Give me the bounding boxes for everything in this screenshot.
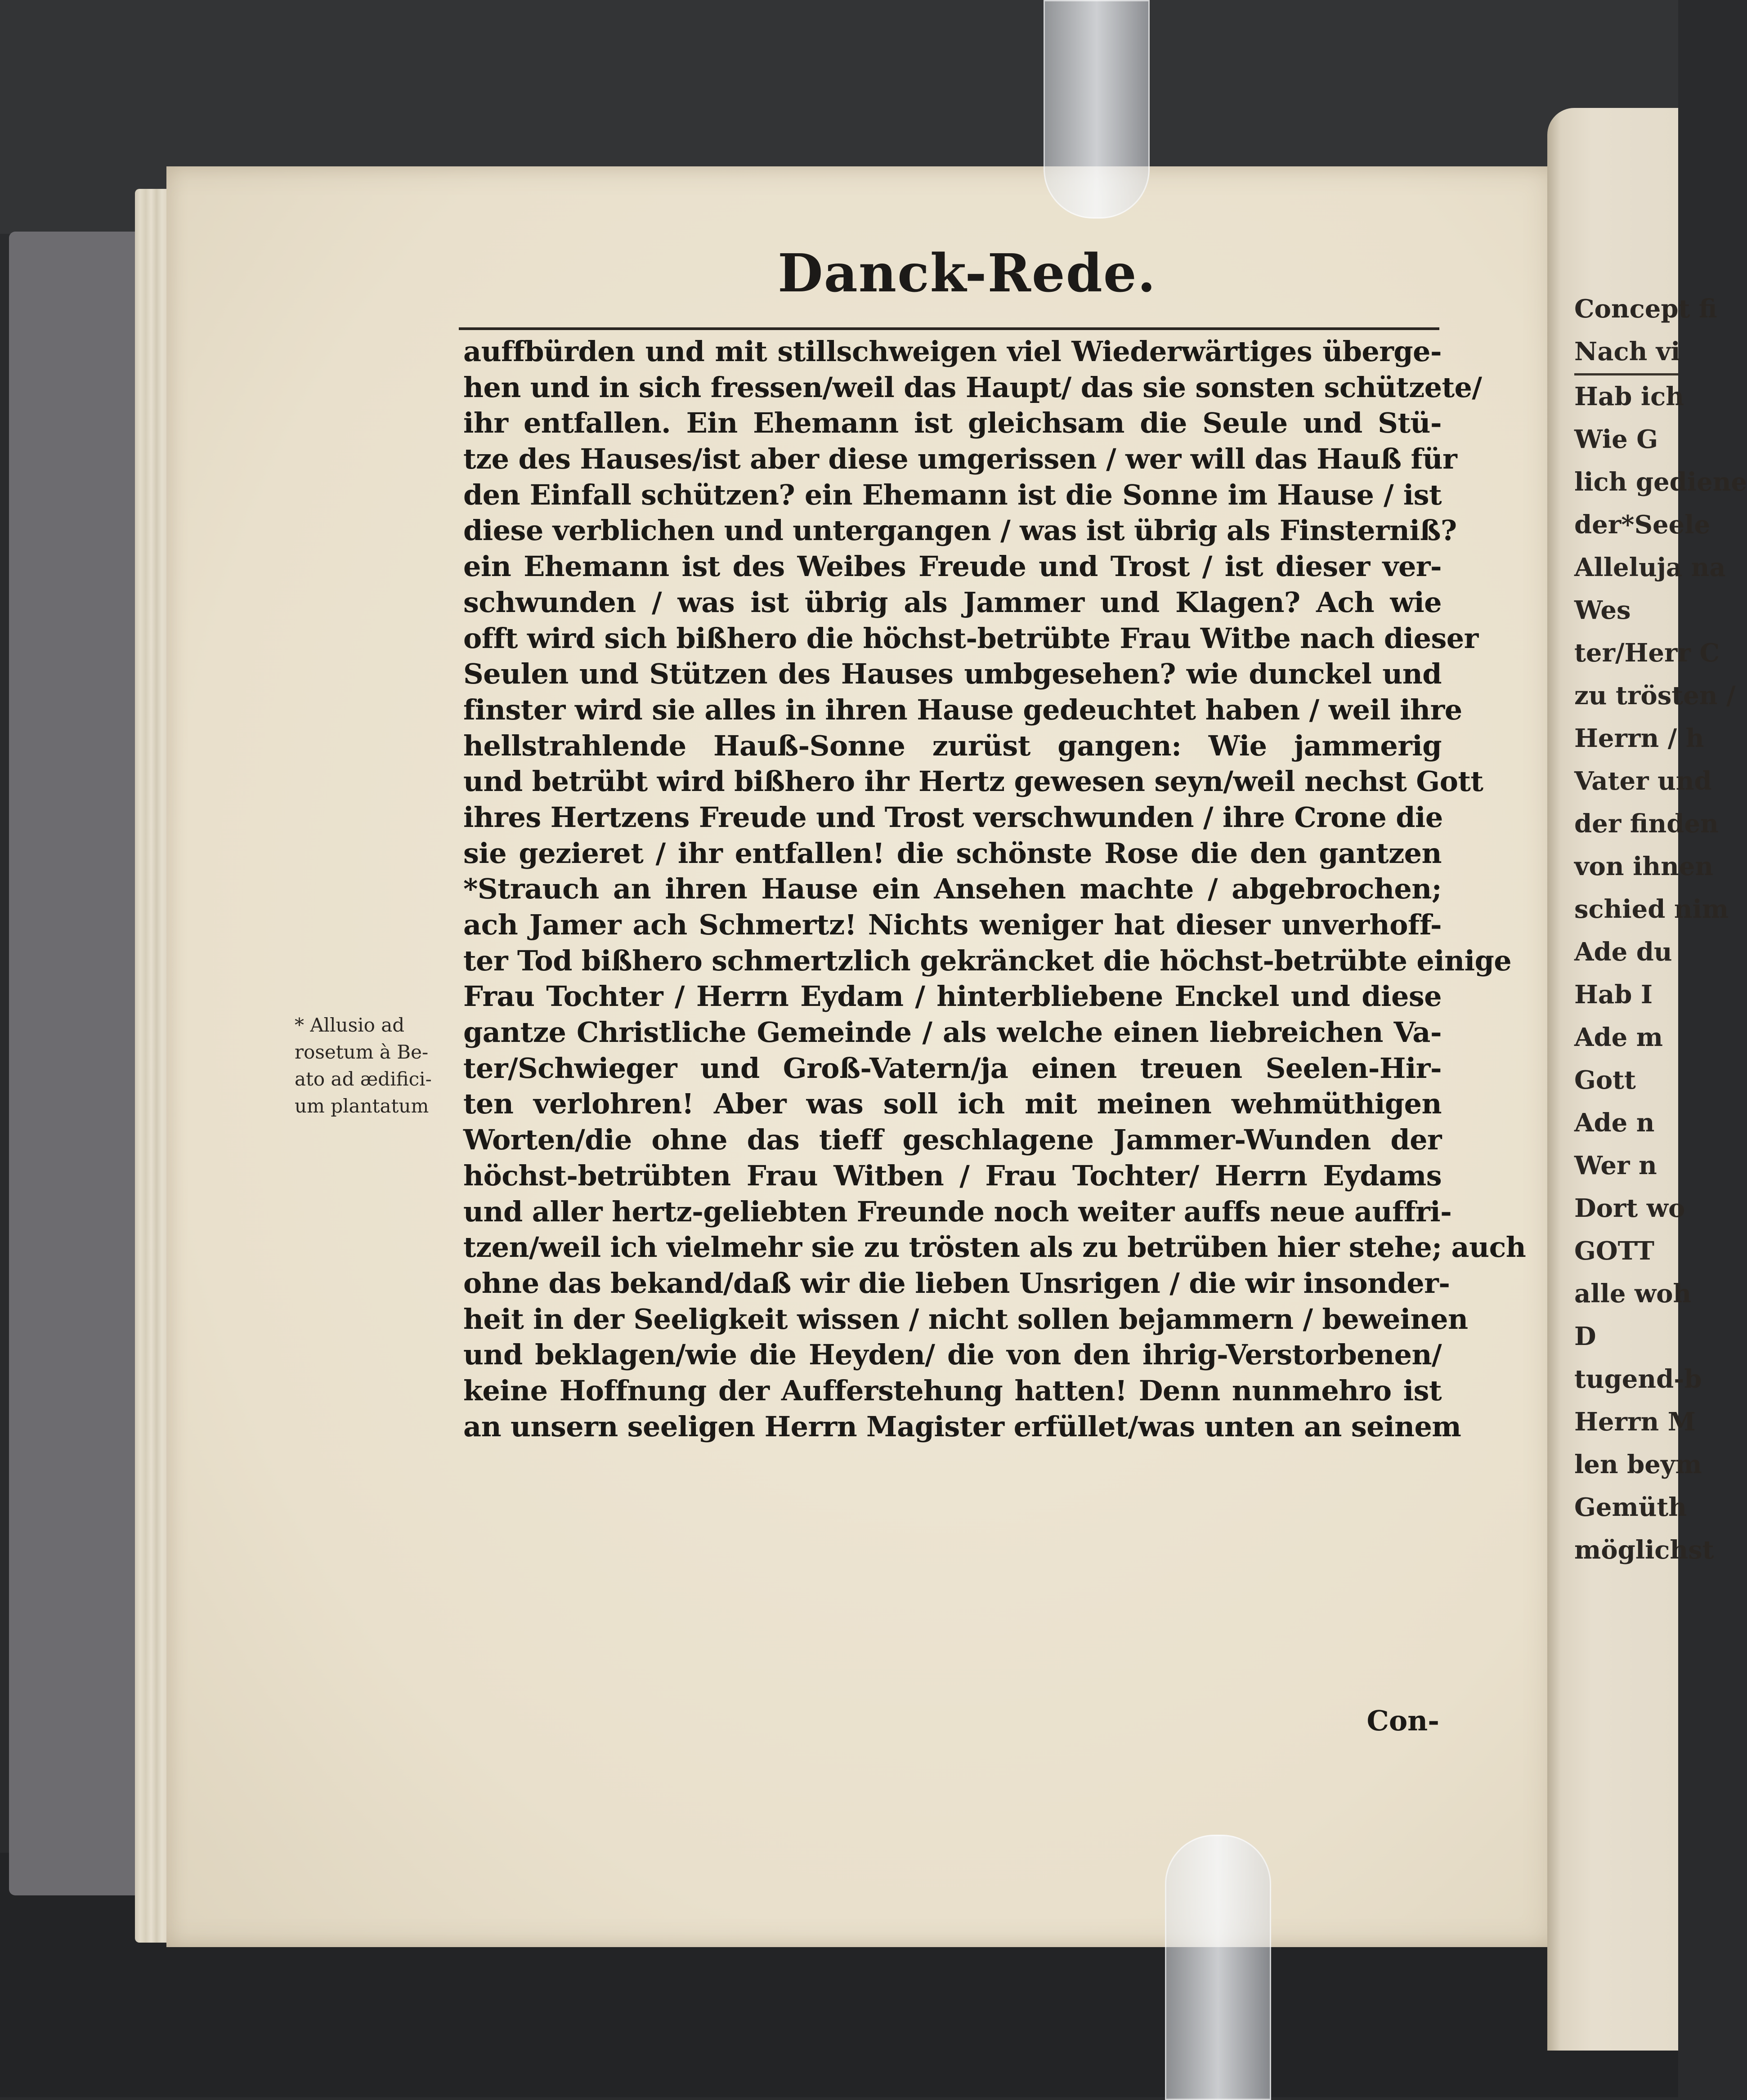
text-line: tze des Hauses/ist aber diese umgerissen / wer will das Hauß für [463, 442, 1457, 476]
text-line: höchst-betrübten Frau Witben / Frau Tochter/ Herrn Eydams [463, 1159, 1442, 1192]
facing-page-line: len beym [1574, 1450, 1702, 1479]
text-line: und aller hertz-geliebten Freunde noch weiter auffs neue auffri- [463, 1195, 1452, 1228]
text-line: diese verblichen und untergangen / was ist übrig als Finsterniß? [463, 514, 1457, 547]
text-line: gantze Christliche Gemeinde / als welche einen liebreichen Va- [463, 1016, 1442, 1049]
facing-page-line: von ihnen [1574, 852, 1714, 881]
text-line: ten verlohren! Aber was soll ich mit meinen wehmüthigen [463, 1087, 1442, 1121]
facing-page-line: Alleluja na [1574, 553, 1726, 582]
text-line: hen und in sich fressen/weil das Haupt/ das sie sonsten schützete/ [463, 371, 1482, 404]
text-line: tzen/weil ich vielmehr sie zu trösten als zu betrüben hier stehe; auch [463, 1231, 1526, 1264]
marginal-note-line: rosetum à Be- [295, 1041, 429, 1063]
facing-page-line: Gott [1574, 1065, 1636, 1095]
facing-page-line: Ade m [1574, 1023, 1663, 1052]
page-header-title: Danck-Rede. [777, 243, 1157, 304]
facing-page-line: Ade n [1574, 1108, 1655, 1138]
facing-page-line: Wie G [1574, 424, 1658, 454]
facing-page-line: Wer n [1574, 1151, 1657, 1180]
facing-page-line: ter/Herr C [1574, 638, 1720, 668]
marginal-note-line: * Allusio ad [295, 1014, 405, 1036]
text-line: Worten/die ohne das tieff geschlagene Jammer-Wunden der [463, 1123, 1442, 1157]
facing-page-line: alle woh [1574, 1279, 1692, 1309]
text-line: hellstrahlende Hauß-Sonne zurüst gangen: Wie jammerig [463, 729, 1442, 762]
text-line: auffbürden und mit stillschweigen viel Wiederwärtiges überge- [463, 335, 1442, 368]
facing-page-line: Vater und [1574, 766, 1712, 796]
text-line: heit in der Seeligkeit wissen / nicht sollen bejammern / beweinen [463, 1302, 1468, 1336]
facing-page-line: GOTT [1574, 1236, 1654, 1266]
facing-page-line: tugend-b [1574, 1364, 1702, 1394]
facing-page-line: lich gediene [1574, 467, 1747, 497]
text-line: ohne das bekand/daß wir die lieben Unsrigen / die wir insonder- [463, 1266, 1450, 1300]
facing-page-line: schied nim [1574, 894, 1729, 924]
facing-page-line: Gemüth [1574, 1492, 1687, 1522]
facing-page-line: zu trösten / [1574, 681, 1736, 710]
facing-page-line: Wes [1574, 595, 1631, 625]
text-line: und beklagen/wie die Heyden/ die von den ihrig-Verstorbenen/ [463, 1338, 1442, 1372]
text-line: und betrübt wird bißhero ihr Hertz gewesen seyn/weil nechst Gott [463, 765, 1483, 798]
facing-page-line: möglichst [1574, 1535, 1714, 1565]
facing-page-line: der finden [1574, 809, 1719, 839]
facing-page-line: Herrn / h [1574, 724, 1704, 753]
text-line: ter/Schwieger und Groß-Vatern/ja einen treuen Seelen-Hir- [463, 1051, 1442, 1085]
text-line: Frau Tochter / Herrn Eydam / hinterbliebene Enckel und diese [463, 980, 1442, 1013]
facing-page-line: Hab ich [1574, 373, 1678, 418]
marginal-note [295, 1012, 466, 1120]
facing-page-line: Ade du [1574, 937, 1672, 967]
text-line: ihres Hertzens Freude und Trost verschwunden / ihre Crone die [463, 800, 1443, 834]
text-line: den Einfall schützen? ein Ehemann ist die Sonne im Hause / ist [463, 478, 1442, 511]
text-line: an unsern seeligen Herrn Magister erfüllet/was unten an seinem [463, 1410, 1461, 1443]
text-line: keine Hoffnung der Aufferstehung hatten! Denn nunmehro ist [463, 1374, 1442, 1407]
text-line: ach Jamer ach Schmertz! Nichts weniger hat dieser unverhoff- [463, 908, 1442, 941]
marginal-note-line: um plantatum [295, 1095, 429, 1117]
text-line: sie gezieret / ihr entfallen! die schönste Rose die den gantzen [463, 836, 1442, 870]
text-line: Seulen und Stützen des Hauses umbgesehen? wie dunckel und [463, 657, 1442, 691]
facing-page-line: D [1574, 1322, 1596, 1351]
facing-page-line: Herrn M [1574, 1407, 1696, 1437]
marginal-note-line: ato ad ædifici- [295, 1068, 432, 1090]
facing-page-text [1574, 288, 1747, 1817]
facing-page-line: der*Seele [1574, 510, 1711, 540]
book-clip-bottom [1165, 1835, 1271, 2100]
book-clip-top [1044, 0, 1150, 219]
facing-page-line: Hab I [1574, 980, 1653, 1010]
text-line: ein Ehemann ist des Weibes Freude und Trost / ist dieser ver- [463, 550, 1442, 583]
facing-page-line: Dort wo [1574, 1193, 1685, 1223]
facing-page-line: Nach vi [1574, 337, 1680, 366]
header-rule [459, 327, 1439, 330]
facing-page-line: Concept fi [1574, 294, 1717, 324]
text-line: ter Tod bißhero schmertzlich gekräncket die höchst-betrübte einige [463, 944, 1512, 977]
text-line: schwunden / was ist übrig als Jammer und Klagen? Ach wie [463, 585, 1442, 619]
body-text [463, 334, 1526, 1444]
text-line: finster wird sie alles in ihren Hause gedeuchtet haben / weil ihre [463, 693, 1462, 726]
catchword: Con- [1366, 1704, 1439, 1737]
text-line: *Strauch an ihren Hause ein Ansehen machte / abgebrochen; [463, 872, 1442, 906]
text-line: offt wird sich bißhero die höchst-betrübte Frau Witbe nach dieser [463, 621, 1478, 655]
text-line: ihr entfallen. Ein Ehemann ist gleichsam die Seule und Stü- [463, 407, 1442, 440]
